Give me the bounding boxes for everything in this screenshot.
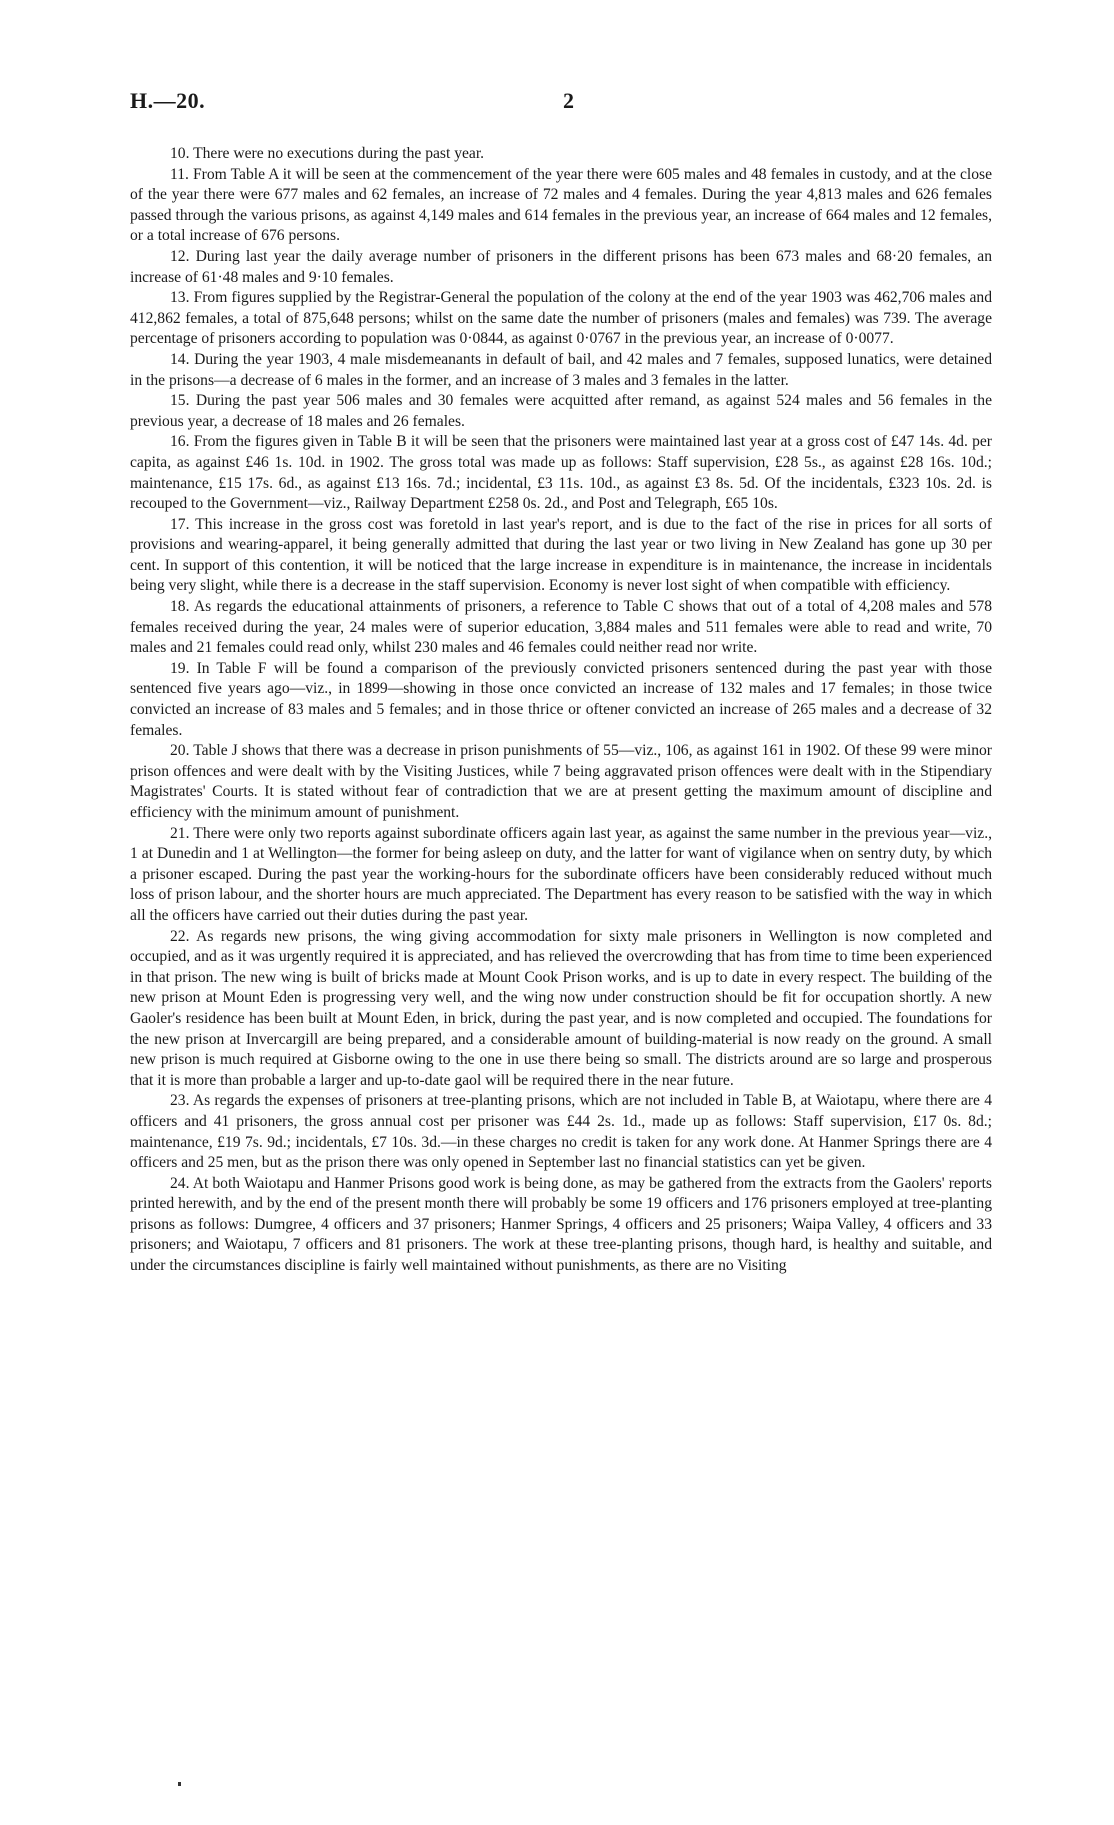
- paragraph-24: 24. At both Waiotapu and Hanmer Prisons good work is being done, as may be gathered from the extracts from the Gaolers' reports printed herewith, and by the end of the present month there will probably be some 19 officers and 176 prisoners employed at tree-planting prisons as follows: Dumgree, 4 officers and 37 prisoners; Hanmer Springs, 4 officers and 25 prisoners; Waipa Valley, 4 officers and 33 prisoners; and Waiotapu, 7 officers and 81 prisoners. The work at these tree-planting prisons, though hard, is healthy and suitable, and under the circumstances discipline is fairly well maintained without punishments, as there are no Visiting: [130, 1174, 992, 1275]
- paragraph-15: 15. During the past year 506 males and 30 females were acquitted after remand, as against 524 males and 56 females in the previous year, a decrease of 18 males and 26 females.: [130, 392, 992, 430]
- paragraph-21: 21. There were only two reports against subordinate officers again last year, as against the same number in the previous year—viz., 1 at Dunedin and 1 at Wellington—the former for being asleep on duty, and the latter for want of vigilance when on sentry duty, by which a prisoner escaped. During the past year the working-hours for the subordinate officers have been considerably reduced without much loss of prison labour, and the shorter hours are much appreciated. The Department has every reason to be satisfied with the way in which all the officers have carried out their duties during the past year.: [130, 824, 992, 924]
- document-reference: H.—20.: [130, 88, 206, 113]
- paragraph-12: 12. During last year the daily average number of prisoners in the different prisons has been 673 males and 68·20 females, an increase of 61·48 males and 9·10 females.: [130, 247, 992, 286]
- ink-speck: [178, 1782, 181, 1786]
- paragraph-13: 13. From figures supplied by the Registrar-General the population of the colony at the end of the year 1903 was 462,706 males and 412,862 females, a total of 875,648 persons; whilst on the same date the number of prisoners (males and females) was 739. The average percentage of prisoners according to population was 0·0844, as against 0·0767 in the previous year, an increase of 0·0077.: [130, 289, 992, 348]
- page-number: 2: [563, 88, 574, 113]
- report-body: [130, 144, 992, 1277]
- paragraph-10: 10. There were no executions during the past year.: [170, 145, 485, 162]
- paragraph-22: 22. As regards new prisons, the wing giving accommodation for sixty male prisoners in Wellington is now completed and occupied, and as it was urgently required it is appreciated, and has relieved the overcrowding that has from time to time been experienced in that prison. The new wing is built of bricks made at Mount Cook Prison works, and is up to date in every respect. The building of the new prison at Mount Eden is progressing very well, and the wing now under construction should be fit for occupation shortly. A new Gaoler's residence has been built at Mount Eden, in brick, during the past year, and is now completed and occupied. The foundations for the new prison at Invercargill are being prepared, and a considerable amount of building-material is now ready on the ground. A small new prison is much required at Gisborne owing to the one in use there being so small. The districts around are so large and prosperous that it is more than probable a larger and up-to-date gaol will be required there in the near future.: [130, 927, 992, 1089]
- paragraph-11: 11. From Table A it will be seen at the commencement of the year there were 605 males and 48 females in custody, and at the close of the year there were 677 males and 62 females, an increase of 72 males and 4 females. During the year 4,813 males and 626 females passed through the various prisons, as against 4,149 males and 614 females in the previous year, an increase of 664 males and 12 females, or a total increase of 676 persons.: [130, 165, 992, 245]
- paragraph-20: 20. Table J shows that there was a decrease in prison punishments of 55—viz., 106, as against 161 in 1902. Of these 99 were minor prison offences and were dealt with by the Visiting Justices, while 7 being aggravated prison offences were dealt with in the Stipendiary Magistrates' Courts. It is stated without fear of contradiction that we are at present getting the maximum amount of discipline and efficiency with the minimum amount of punishment.: [130, 742, 992, 821]
- paragraph-16: 16. From the figures given in Table B it will be seen that the prisoners were maintained last year at a gross cost of £47 14s. 4d. per capita, as against £46 1s. 10d. in 1902. The gross total was made up as follows: Staff supervision, £28 5s., as against £28 16s. 10d.; maintenance, £15 17s. 6d., as against £13 16s. 7d.; incidental, £3 11s. 10d., as against £3 8s. 5d. Of the incidentals, £323 10s. 2d. is recouped to the Government—viz., Railway Department £258 0s. 2d., and Post and Telegraph, £65 10s.: [130, 433, 992, 513]
- paragraph-19: 19. In Table F will be found a comparison of the previously convicted prisoners sentenced during the past year with those sentenced five years ago—viz., in 1899—showing in those once convicted an increase of 132 males and 17 females; in those twice convicted an increase of 83 males and 5 females; and in those thrice or oftener convicted an increase of 265 males and a decrease of 32 females.: [130, 659, 992, 739]
- paragraph-17: 17. This increase in the gross cost was foretold in last year's report, and is due to the fact of the rise in prices for all sorts of provisions and wearing-apparel, it being generally admitted that during the last year or two living in New Zealand has gone up 30 per cent. In support of this contention, it will be noticed that the large increase in expenditure is in maintenance, the increase in incidentals being very slight, while there is a decrease in the staff supervision. Economy is never lost sight of when compatible with efficiency.: [130, 515, 992, 595]
- page-header: [130, 88, 990, 118]
- paragraph-23: 23. As regards the expenses of prisoners at tree-planting prisons, which are not included in Table B, at Waiotapu, where there are 4 officers and 41 prisoners, the gross annual cost per prisoner was £44 2s. 1d., made up as follows: Staff supervision, £17 0s. 8d.; maintenance, £19 7s. 9d.; incidentals, £7 10s. 3d.—in these charges no credit is taken for any work done. At Hanmer Springs there are 4 officers and 25 men, but as the prison there was only opened in September last no financial statistics can yet be given.: [130, 1092, 992, 1172]
- paragraph-14: 14. During the year 1903, 4 male misdemeanants in default of bail, and 42 males and 7 females, supposed lunatics, were detained in the prisons—a decrease of 6 males in the former, and an increase of 3 males and 3 females in the latter.: [130, 350, 992, 389]
- paragraph-18: 18. As regards the educational attainments of prisoners, a reference to Table C shows that out of a total of 4,208 males and 578 females received during the year, 24 males were of superior education, 3,884 males and 511 females were able to read and write, 70 males and 21 females could read only, whilst 230 males and 46 females could neither read nor write.: [130, 598, 992, 657]
